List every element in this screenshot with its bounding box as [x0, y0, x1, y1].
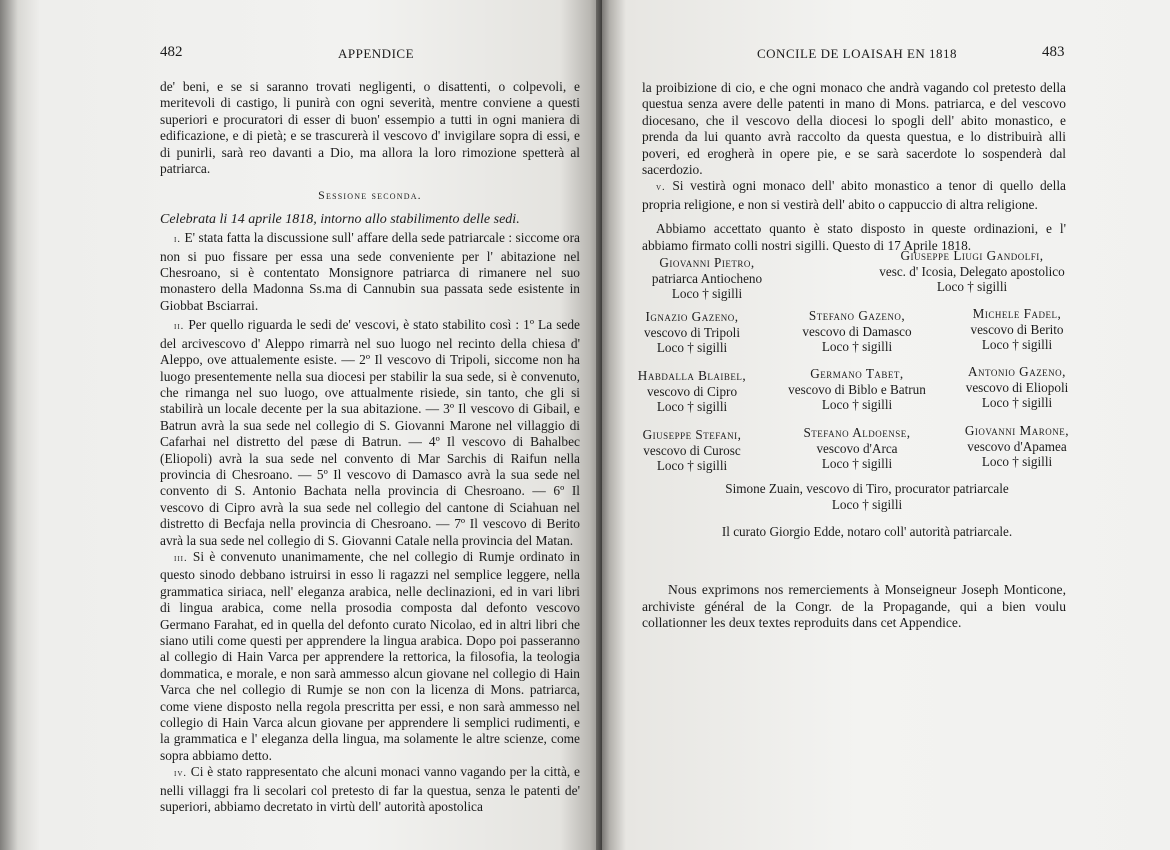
- paragraph-text: E' stata fatta la discussione sull' affare della sede patriarcale : siccome ora non si puo fissare per essa una sede conveniente per l' abitazione nel Chesroano, si è contentato Monsignore patriarca di rimanere nel suo monastero della Madonna Ss.ma di Cannubin sua passata sede esistente in Giobbat Bsciarrai.: [160, 230, 580, 313]
- signatory-name: Habdalla Blaibel,: [637, 368, 747, 383]
- seal-note: Loco † sigilli: [656, 340, 728, 355]
- notary-line: Il curato Giorgio Edde, notaro coll' autorità patriarcale.: [721, 524, 1013, 539]
- left-body: [160, 79, 580, 815]
- signatory-title: patriarca Antiocheno: [651, 270, 763, 286]
- seal-note: Loco † sigilli: [831, 496, 903, 512]
- paragraph-i: [160, 230, 580, 314]
- paragraph-iii: [160, 549, 580, 764]
- paragraph-number: v.: [656, 182, 666, 194]
- section-heading: Sessione seconda.: [318, 188, 422, 203]
- signatory-title: vescovo d'Arca: [816, 440, 898, 456]
- signature-block: [622, 427, 762, 474]
- running-head: APPENDICE: [338, 46, 415, 61]
- signatory-title: vesc. d' Icosia, Delegato apostolico: [879, 263, 1065, 279]
- signatory-title: vescovo di Eliopoli: [965, 379, 1069, 395]
- signatory-title: vescovo di Curosc: [643, 442, 741, 458]
- signature-block: [772, 366, 942, 413]
- signatory-title: vescovo di Damasco: [802, 323, 912, 339]
- signatory-title: vescovo di Cipro: [646, 383, 738, 399]
- paragraph-number: iv.: [174, 768, 188, 780]
- signatory-title: vescovo di Tripoli: [644, 324, 740, 340]
- signature-block: [632, 255, 782, 302]
- paragraph-number: iii.: [174, 552, 188, 564]
- seal-note: Loco † sigilli: [821, 397, 893, 412]
- signatory-name: Stefano Gazeno,: [808, 308, 906, 323]
- seal-note: Loco † sigilli: [981, 337, 1053, 352]
- signatory-title: vescovo di Biblo e Batrun: [788, 381, 926, 397]
- acknowledgement-text: Nous exprimons nos remerciements à Monseigneur Joseph Monticone, archiviste général de la Congr. de la Propagande, qui a bien voulu collationner les deux textes reproduits dans cet Appendice.: [642, 582, 1066, 631]
- paragraph-ii: [160, 317, 580, 549]
- paragraph-number: ii.: [174, 321, 185, 333]
- signature-block: [942, 423, 1092, 470]
- signatory-title: vescovo di Berito: [970, 321, 1064, 337]
- signature-block: [622, 309, 762, 356]
- right-body: [642, 80, 1066, 254]
- seal-note: Loco † sigilli: [981, 454, 1053, 469]
- signatory-name: Giovanni Pietro,: [659, 255, 755, 270]
- signature-block: [942, 306, 1092, 353]
- seal-note: Loco † sigilli: [671, 286, 743, 301]
- signature-block: [777, 308, 937, 355]
- signature-block: [672, 481, 1062, 512]
- right-page: [602, 0, 1170, 850]
- signatory-name: Giuseppe Stefani,: [642, 427, 742, 442]
- paragraph-accepted: Abbiamo accettato quanto è stato disposto in queste ordinazioni, e l' abbiamo firmato colli nostri sigilli. Questo di 17 Aprile 1818.: [642, 221, 1066, 253]
- signatory-name: Simone Zuain, vescovo di Tiro, procurator patriarcale: [725, 481, 1009, 496]
- signature-block: [622, 368, 762, 415]
- paragraph-number: i.: [174, 234, 181, 246]
- signature-block: [777, 425, 937, 472]
- signatory-name: Giuseppe Liugi Gandolfi,: [900, 248, 1044, 263]
- signature-block: [857, 248, 1087, 295]
- paragraph-text: Si vestirà ogni monaco dell' abito monastico a tenor di quello della propria religione, e non si vestirà dell' abito o cappuccio di altra religione.: [642, 178, 1066, 212]
- seal-note: Loco † sigilli: [936, 279, 1008, 294]
- signatory-title: vescovo d'Apamea: [967, 438, 1067, 454]
- signatory-name: Antonio Gazeno,: [968, 364, 1066, 379]
- seal-note: Loco † sigilli: [981, 395, 1053, 410]
- seal-note: Loco † sigilli: [656, 458, 728, 473]
- paragraph-text: Si è convenuto unanimamente, che nel collegio di Rumje ordinato in questo sinodo debbano istruirsi in esso li ragazzi nel semplice leggere, nella grammatica siriaca, nell' eleganza arabica, nelle declinazioni, ed in vari libri di lingua arabica, come nella prosodia composta dal defonto vescovo Germano Farahat, ed in quella del defonto curato Nicolao, ed in altri libri che siano utili come questi per apprendere la lingua arabica. Dopo poi passeranno al collegio di Hain Varca per apprendere la rettorica, la filosofia, la teologia dommatica, e morale, e non sarà ammesso alcun giovane nel collegio di Hain Varca che nel collegio di Rumje se non con la licenza di Mons. patriarca, come viene disposto nella regola prescritta per essi, e non sarà ammesso nel collegio di Hain Varca alcun giovane per apprendere li semplici rudimenti, e la grammatica e l' eleganza della lingua, ma solamente le altre scienze, come sopra abbiamo detto.: [160, 548, 580, 763]
- seal-note: Loco † sigilli: [821, 339, 893, 354]
- paragraph-v: [642, 178, 1066, 213]
- page-number: 482: [160, 44, 183, 60]
- signatory-name: Stefano Aldoense,: [803, 425, 911, 440]
- signatory-name: Germano Tabet,: [810, 366, 904, 381]
- paragraph-intro: de' beni, e se si saranno trovati negligenti, o disattenti, o colpevoli, e meritevoli di castigo, li punirà con ogni severità, mentre conviene a questi superiori e procuratori di esser di buon' essempio a tutti in ogni maniera di edificazione, e di pietà; e se trascurerà il vescovo d' invigilare sopra di essi, e di punirli, sarà reo davanti a Dio, ma allora la loro rimozione spetterà al patriarca.: [160, 79, 580, 177]
- running-head: CONCILE DE LOAISAH EN 1818: [757, 46, 958, 61]
- seal-note: Loco † sigilli: [821, 456, 893, 471]
- signature-block: [942, 364, 1092, 411]
- page-number: 483: [1042, 44, 1065, 60]
- paragraph-iv: [160, 764, 580, 815]
- signatory-name: Ignazio Gazeno,: [645, 309, 739, 324]
- session-date: Celebrata li 14 aprile 1818, intorno allo stabilimento delle sedi.: [160, 211, 520, 227]
- acknowledgement-note: [642, 582, 1066, 632]
- signatory-name: Giovanni Marone,: [964, 423, 1070, 438]
- paragraph-continued: la proibizione di cio, e che ogni monaco che andrà vagando col pretesto della questua senza avere delle patenti in mano di Mons. patriarca, e del vescovo diocesano, che il vescovo della diocesi lo spogli dell' abito monastico, e prenda da lui quanto avrà raccolto da questa questua, e lo distribuirà alli poveri, ed erogherà in opere pie, e se sarà sacerdote lo sospenderà dal sacerdozio.: [642, 80, 1066, 178]
- seal-note: Loco † sigilli: [656, 399, 728, 414]
- signatory-name: Michele Fadel,: [972, 306, 1062, 321]
- paragraph-text: Per quello riguarda le sedi de' vescovi, è stato stabilito così : 1º La sede del arcivescovo d' Aleppo rimarrà nel suo luogo nel recinto della chiesa d' Aleppo, ove attualemente esiste. — 2º Il vescovo di Tripoli, siccome non ha luogo presentemente nella sua diocesi per stabilir la sua sede, si è convenuto, che rimanga nel suo luogo, ove attualmente risiede, sin tanto, che gli si stabilirà un locale decente per la sua abitazione. — 3º Il vescovo di Gibail, e Batrun avrà la sua sede nel collegio di S. Giovanni Marone nel villaggio di Cafarhai nel distretto del pæse di Batrun. — 4º Il vescovo di Bahalbec (Eliopoli) avrà la sua sede nel convento di Mar Sarchis di Raifun nella provincia di Chesroano. — 5º Il vescovo di Damasco avrà la sua sede nel convento di S. Antonio Bachata nella provincia di Chesroano. — 6º Il vescovo di Cipro avrà la sua sede nel collegio del cantone di Sciahuan nel distretto di Becfaja nella provincia di Chesroano. — 7º Il vescovo di Berito avrà la sua sede nel collegio di S. Giovanni Catale nella provincia del Matan.: [160, 317, 580, 548]
- paragraph-text: Ci è stato rappresentato che alcuni monaci vanno vagando per la città, e nelli villaggi fra li secolari col pretesto di far la questua, senza le patenti de' superiori, abbiamo decretato in virtù dell' autorità apostolica: [160, 764, 580, 815]
